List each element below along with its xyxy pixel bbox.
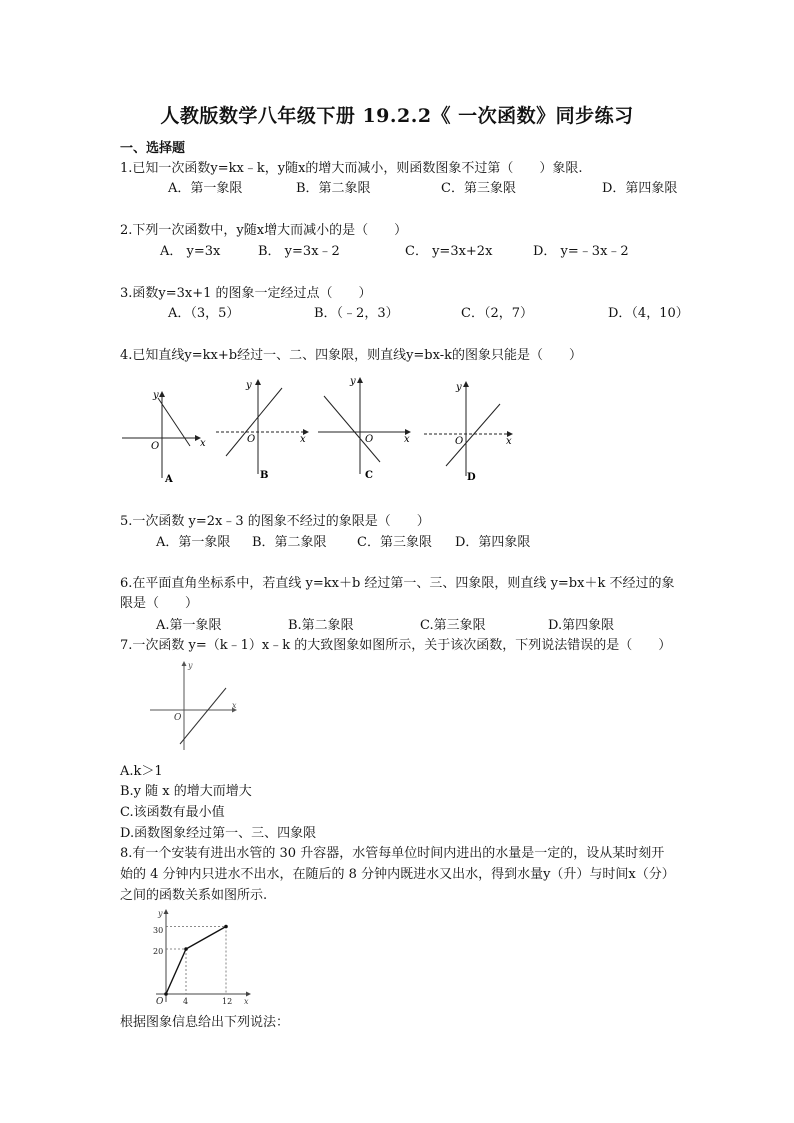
question-6-stem-line1: 6.在平面直角坐标系中，若直线 y=kx＋b 经过第一、三、四象限，则直线 y=bx＋k 不经过的象 bbox=[120, 576, 675, 591]
q5-option-d: D．第四象限 bbox=[455, 535, 531, 550]
data-series bbox=[164, 925, 228, 996]
q6-option-d: D.第四象限 bbox=[548, 618, 615, 633]
y-tick-20: 20 bbox=[153, 947, 164, 956]
q4-graph-a bbox=[122, 390, 206, 485]
graph-line bbox=[446, 404, 500, 466]
x-axis-label: x bbox=[232, 701, 237, 710]
question-3-stem: 3.函数y=3x+1 的图象一定经过点（ ） bbox=[120, 286, 372, 301]
q4-graph-b bbox=[216, 380, 308, 481]
q7-option-c: C.该函数有最小值 bbox=[120, 805, 225, 820]
origin-label: O bbox=[151, 441, 160, 452]
q3-option-a: A．（3，5） bbox=[168, 306, 240, 321]
question-1-stem: 1.已知一次函数y=kx﹣k，y随x的增大而减小，则函数图象不过第（ ）象限. bbox=[120, 161, 583, 176]
origin-label: O bbox=[174, 713, 182, 723]
q5-option-c: C．第三象限 bbox=[357, 535, 432, 550]
guide-lines bbox=[166, 927, 226, 995]
x-axis-label: x bbox=[404, 434, 410, 445]
q3-option-b: B．（﹣2，3） bbox=[314, 306, 399, 321]
q4-graph-d bbox=[424, 382, 512, 483]
q6-option-a: A.第一象限 bbox=[156, 618, 222, 633]
question-5-stem: 5.一次函数 y=2x﹣3 的图象不经过的象限是（ ） bbox=[120, 514, 430, 529]
x-axis-label: x bbox=[200, 438, 206, 449]
origin-label: O bbox=[156, 997, 164, 1006]
graph-label-d: D bbox=[467, 472, 476, 483]
x-axis-label: x bbox=[244, 997, 249, 1006]
q1-option-b: B．第二象限 bbox=[296, 181, 371, 196]
data-point bbox=[184, 947, 188, 951]
origin-label: O bbox=[247, 434, 256, 445]
page-title: 人教版数学八年级下册 19.2.2《 一次函数》同步练习 bbox=[160, 105, 634, 127]
graph-line bbox=[324, 396, 380, 462]
question-8-follow: 根据图象信息给出下列说法： bbox=[120, 1015, 290, 1030]
q7-graph bbox=[146, 656, 242, 754]
origin-label: O bbox=[455, 436, 464, 447]
question-8-stem-line2: 始的 4 分钟内只进水不出水，在随后的 8 分钟内既进水又出水，得到水量y（升）与时间x（分） bbox=[120, 867, 675, 882]
x-tick-4: 4 bbox=[183, 997, 189, 1006]
origin-label: O bbox=[365, 434, 374, 445]
q4-graph-c bbox=[318, 376, 410, 481]
question-8-stem-line1: 8.有一个安装有进出水管的 30 升容器，水管每单位时间内进出的水量是一定的，设从某时刻开 bbox=[120, 846, 665, 861]
q3-option-c: C．（2，7） bbox=[461, 306, 533, 321]
y-axis-label: y bbox=[456, 382, 462, 393]
q5-option-a: A．第一象限 bbox=[156, 535, 231, 550]
graph-line bbox=[180, 688, 226, 744]
x-tick-12: 12 bbox=[222, 997, 233, 1006]
q1-option-d: D．第四象限 bbox=[602, 181, 678, 196]
q1-option-a: A．第一象限 bbox=[168, 181, 243, 196]
question-7-stem: 7.一次函数 y=（k﹣1）x﹣k 的大致图象如图所示，关于该次函数，下列说法错误的是（ ） bbox=[120, 638, 672, 653]
graph-label-a: A bbox=[165, 474, 173, 485]
graph-line bbox=[226, 388, 282, 456]
graph-line bbox=[158, 398, 190, 446]
data-point bbox=[224, 925, 228, 929]
section-heading: 一、选择题 bbox=[120, 141, 186, 156]
y-axis-label: y bbox=[350, 376, 356, 387]
question-4-stem: 4.已知直线y=kx+b经过一、二、四象限，则直线y=bx-k的图象只能是（ ） bbox=[120, 348, 582, 363]
question-6-stem-line2: 限是（ ） bbox=[120, 596, 199, 611]
y-axis-label: y bbox=[153, 390, 159, 401]
graph-label-c: C bbox=[365, 470, 373, 481]
question-8-stem-line3: 之间的函数关系如图所示. bbox=[120, 888, 268, 903]
y-axis-label: y bbox=[158, 909, 163, 918]
question-2-stem: 2.下列一次函数中，y随x增大而减小的是（ ） bbox=[120, 223, 408, 238]
y-tick-30: 30 bbox=[153, 926, 164, 935]
x-axis-label: x bbox=[300, 434, 306, 445]
q3-option-d: D．（4，10） bbox=[608, 306, 689, 321]
q2-option-b: B． y=3x﹣2 bbox=[258, 244, 340, 259]
graph-label-b: B bbox=[260, 470, 269, 481]
y-axis-label: y bbox=[188, 661, 193, 670]
q1-option-c: C．第三象限 bbox=[441, 181, 516, 196]
series-segment bbox=[186, 927, 226, 950]
q7-option-d: D.函数图象经过第一、三、四象限 bbox=[120, 826, 317, 841]
q2-option-d: D． y=﹣3x﹣2 bbox=[533, 244, 629, 259]
q6-option-b: B.第二象限 bbox=[288, 618, 354, 633]
q7-option-b: B.y 随 x 的增大而增大 bbox=[120, 784, 252, 799]
x-axis-label: x bbox=[506, 436, 512, 447]
q7-option-a: A.k＞1 bbox=[120, 764, 163, 779]
q8-graph bbox=[144, 906, 256, 1006]
q2-option-a: A． y=3x bbox=[160, 244, 221, 259]
q6-option-c: C.第三象限 bbox=[420, 618, 486, 633]
data-point bbox=[164, 992, 168, 996]
q5-option-b: B．第二象限 bbox=[252, 535, 327, 550]
q2-option-c: C． y=3x+2x bbox=[405, 244, 493, 259]
series-segment bbox=[166, 949, 186, 994]
q4-graph-choices bbox=[118, 374, 518, 486]
y-axis-label: y bbox=[246, 380, 252, 391]
